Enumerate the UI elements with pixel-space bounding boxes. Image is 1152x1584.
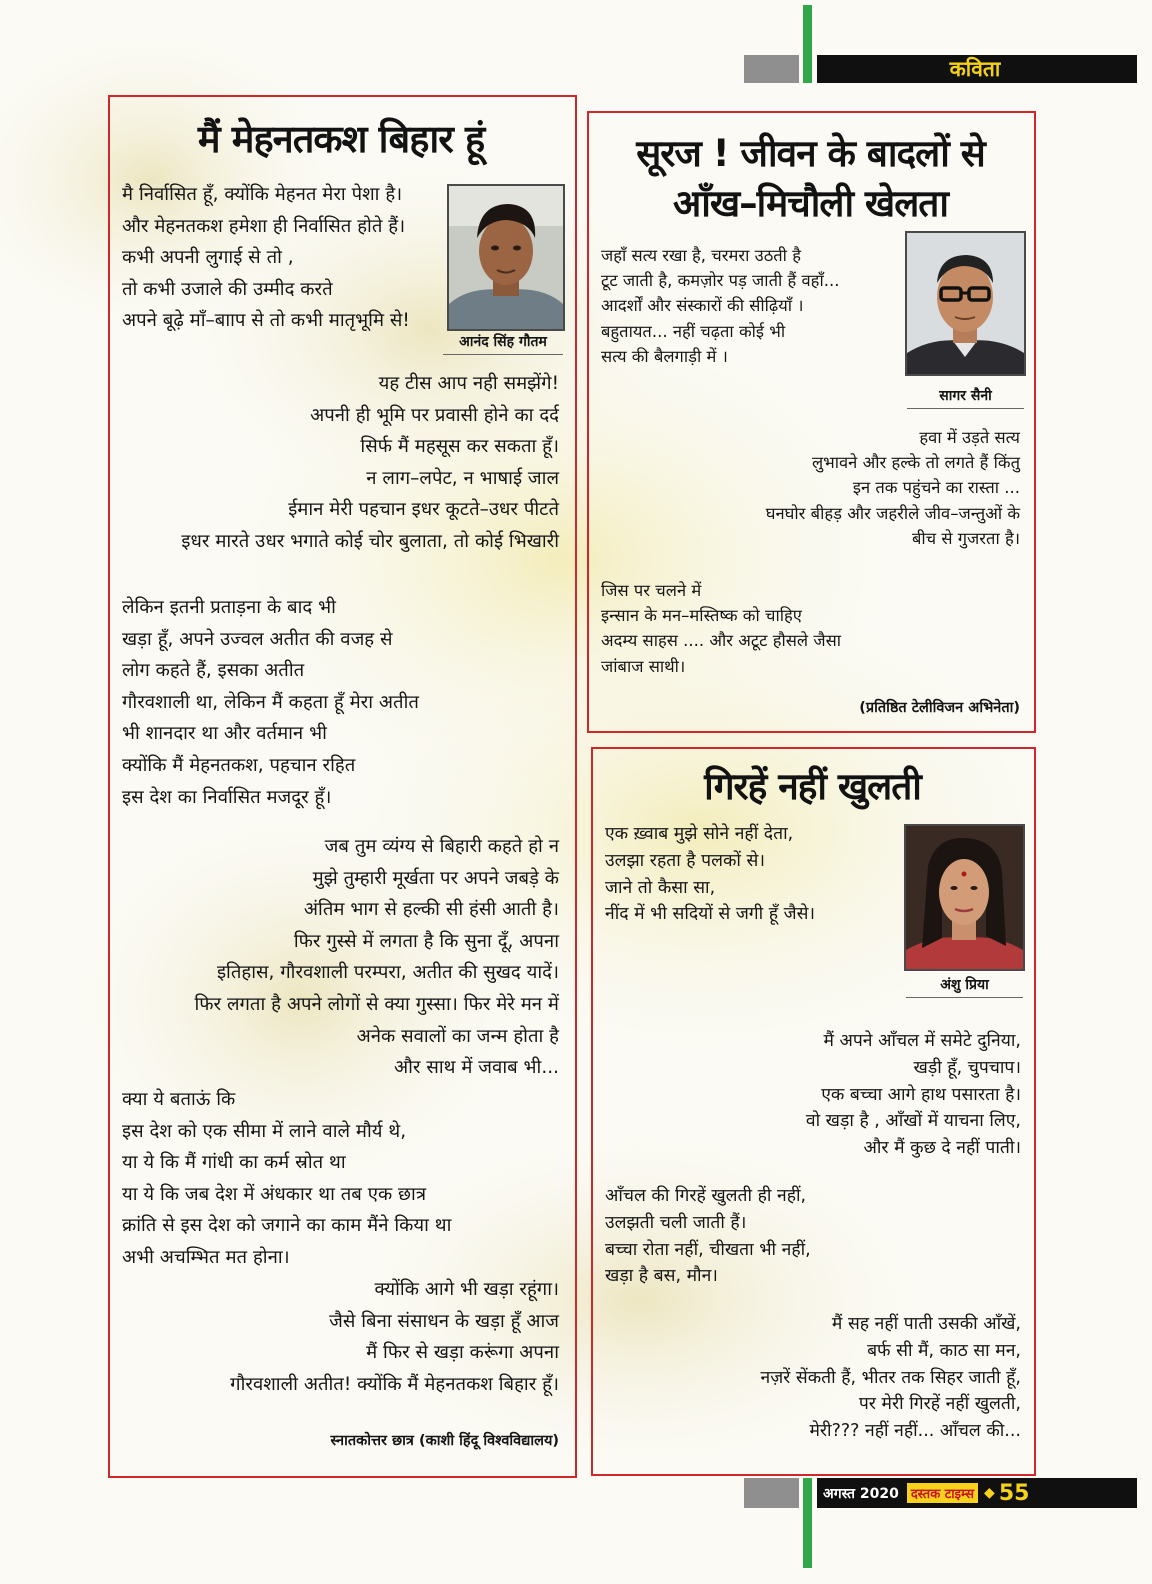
verse-line: गौरवशाली था, लेकिन मैं कहता हूँ मेरा अतीत bbox=[122, 691, 419, 713]
poem1-stanza3 bbox=[122, 592, 419, 813]
author-photo-sagar bbox=[905, 231, 1026, 376]
verse-line: नज़रें सेंकती हैं, भीतर तक सिहर जाती हूँ, bbox=[760, 1367, 1021, 1388]
verse-line: सिर्फ मैं महसूस कर सकता हूँ। bbox=[360, 436, 559, 458]
verse-line: या ये कि मैं गांधी का कर्म स्रोत था bbox=[122, 1152, 346, 1174]
verse-line: मैं अपने आँचल में समेटे दुनिया, bbox=[823, 1031, 1021, 1051]
verse-line: भी शानदार था और वर्तमान भी bbox=[122, 723, 327, 745]
verse-line: फिर लगता है अपने लोगों से क्या गुस्सा। फिर मेरे मन में bbox=[194, 993, 559, 1015]
header-gray-block bbox=[744, 55, 799, 83]
poem3-stanza1 bbox=[605, 821, 815, 928]
author-caption-anshu: अंशु प्रिया bbox=[906, 975, 1023, 998]
verse-line: मै निर्वासित हूँ, क्योंकि मेहनत मेरा पेशा है। bbox=[122, 184, 403, 205]
poem1-stanza4 bbox=[118, 831, 559, 1084]
verse-line: न लाग–लपेट, न भाषाई जाल bbox=[366, 467, 559, 489]
verse-line: नींद में भी सदियों से जगी हूँ जैसे। bbox=[605, 904, 816, 925]
verse-line: वो खड़ा है , आँखों में याचना लिए, bbox=[805, 1111, 1021, 1132]
verse-line: इस देश को एक सीमा में लाने वाले मौर्य थे, bbox=[122, 1120, 407, 1142]
verse-line: जिस पर चलने में bbox=[601, 581, 702, 600]
magazine-logo: दस्तक टाइम्स bbox=[907, 1483, 978, 1503]
verse-line: खड़ा है बस, मौन। bbox=[605, 1266, 718, 1287]
verse-line: पर मेरी गिरहें नहीं खुलती, bbox=[858, 1394, 1021, 1415]
poem3-title: गिरहें नहीं खुलती bbox=[704, 765, 921, 808]
verse-line: एक ख़्वाब मुझे सोने नहीं देता, bbox=[605, 824, 794, 844]
verse-line: इतिहास, गौरवशाली परम्परा, अतीत की सुखद यादें। bbox=[216, 962, 559, 984]
poem2-title-line2: आँख–मिचौली खेलता bbox=[673, 182, 948, 225]
poem3-stanza2 bbox=[600, 1028, 1021, 1162]
poem1-credit: स्नातकोत्तर छात्र (काशी हिंदू विश्वविद्यालय) bbox=[330, 1433, 559, 1449]
verse-line: खड़ा हूँ, अपने उज्वल अतीत की वजह से bbox=[122, 628, 393, 650]
verse-line: जब तुम व्यंग्य से बिहारी कहते हो न bbox=[324, 836, 559, 857]
verse-line: अभी अचम्भित मत होना। bbox=[122, 1246, 290, 1268]
verse-line: इधर मारते उधर भगाते कोई चोर बुलाता, तो कोई भिखारी bbox=[181, 530, 559, 552]
verse-line: इस देश का निर्वासित मजदूर हूँ। bbox=[122, 786, 332, 808]
verse-line: अनेक सवालों का जन्म होता है bbox=[356, 1025, 559, 1047]
verse-line: खड़ी हूँ, चुपचाप। bbox=[913, 1057, 1021, 1078]
verse-line: हवा में उड़ते सत्य bbox=[919, 428, 1020, 447]
header-green-bar bbox=[803, 5, 812, 83]
verse-line: अपनी ही भूमि पर प्रवासी होने का दर्द bbox=[310, 404, 559, 426]
author-caption-sagar: सागर सैनी bbox=[907, 386, 1024, 409]
verse-line: इन तक पहुंचने का रास्ता ... bbox=[852, 478, 1020, 498]
page-number: 55 bbox=[998, 1480, 1030, 1506]
verse-line: यह टीस आप नही समझेंगे! bbox=[378, 373, 559, 394]
verse-line: बहुतायत... नहीं चढ़ता कोई भी bbox=[601, 321, 786, 341]
verse-line: जाने तो कैसा सा, bbox=[605, 877, 716, 898]
footer-info bbox=[817, 1478, 1137, 1508]
verse-line: मुझे तुम्हारी मूर्खता पर अपने जबड़े के bbox=[312, 867, 559, 889]
verse-line: क्रांति से इस देश को जगाने का काम मैंने किया था bbox=[122, 1215, 452, 1237]
poem2-credit: (प्रतिष्ठित टेलीविजन अभिनेता) bbox=[859, 700, 1020, 716]
verse-line: जहाँ सत्य रखा है, चरमरा उठती है bbox=[601, 246, 801, 265]
footer-green-bar bbox=[803, 1478, 812, 1568]
poem3-stanza4 bbox=[600, 1311, 1021, 1445]
footer-date: अगस्त 2020 bbox=[823, 1485, 899, 1502]
verse-line: टूट जाती है, कमज़ोर पड़ जाती हैं वहाँ... bbox=[601, 271, 840, 291]
verse-line: या ये कि जब देश में अंधकार था तब एक छात्र bbox=[122, 1183, 427, 1205]
verse-line: ईमान मेरी पहचान इधर कूटते–उधर पीटते bbox=[288, 499, 559, 521]
verse-line: कभी अपनी लुगाई से तो , bbox=[122, 247, 294, 269]
poem1-stanza5 bbox=[122, 1084, 451, 1274]
verse-line: मैं सह नहीं पाती उसकी आँखें, bbox=[831, 1314, 1021, 1334]
poem2-stanza2 bbox=[600, 425, 1020, 551]
verse-line: क्योंकि आगे भी खड़ा रहूंगा। bbox=[374, 1279, 559, 1300]
verse-line: जांबाज साथी। bbox=[601, 656, 686, 676]
verse-line: क्या ये बताऊं कि bbox=[122, 1089, 236, 1110]
verse-line: लुभावने और हल्के तो लगते हैं किंतु bbox=[811, 453, 1020, 473]
diamond-icon: ◆ bbox=[984, 1485, 995, 1501]
poem1-stanza2 bbox=[118, 368, 559, 558]
verse-line: उलझा रहता है पलकों से। bbox=[605, 850, 765, 871]
verse-line: और मेहनतकश हमेशा ही निर्वासित होते हैं। bbox=[122, 215, 406, 237]
verse-line: मैं फिर से खड़ा करूंगा अपना bbox=[366, 1342, 559, 1364]
verse-line: मेरी??? नहीं नहीं... आँचल की... bbox=[809, 1421, 1021, 1442]
verse-line: लोग कहते हैं, इसका अतीत bbox=[122, 660, 305, 682]
verse-line: आदर्शों और संस्कारों की सीढ़ियाँ । bbox=[601, 296, 804, 316]
verse-line: और मैं कुछ दे नहीं पाती। bbox=[863, 1138, 1021, 1159]
verse-line: फिर गुस्से में लगता है कि सुना दूँ, अपना bbox=[293, 930, 559, 952]
verse-line: घनघोर बीहड़ और जहरीले जीव–जन्तुओं के bbox=[765, 503, 1020, 523]
author-caption-anand: आनंद सिंह गौतम bbox=[443, 332, 563, 355]
verse-line: आँचल की गिरहें खुलती ही नहीं, bbox=[605, 1186, 807, 1206]
verse-line: अंतिम भाग से हल्की सी हंसी आती है। bbox=[303, 899, 559, 921]
author-photo-anshu bbox=[904, 824, 1025, 971]
verse-line: क्योंकि मैं मेहनतकश, पहचान रहित bbox=[122, 754, 356, 776]
verse-line: अपने बूढ़े माँ–बााप से तो कभी मातृभूमि से! bbox=[122, 310, 410, 332]
verse-line: जैसे बिना संसाधन के खड़ा हूँ आज bbox=[329, 1310, 559, 1332]
poem1-stanza1 bbox=[122, 179, 410, 337]
verse-line: लेकिन इतनी प्रताड़ना के बाद भी bbox=[122, 597, 336, 618]
verse-line: उलझती चली जाती हैं। bbox=[605, 1212, 747, 1233]
verse-line: एक बच्चा आगे हाथ पसारता है। bbox=[821, 1084, 1021, 1105]
poem2-stanza3 bbox=[601, 578, 841, 679]
author-photo-anand bbox=[447, 184, 565, 331]
verse-line: तो कभी उजाले की उम्मीद करते bbox=[122, 278, 333, 300]
verse-line: बर्फ सी मैं, काठ सा मन, bbox=[867, 1340, 1021, 1361]
verse-line: बच्चा रोता नहीं, चीखता भी नहीं, bbox=[605, 1239, 811, 1260]
verse-line: बीच से गुजरता है। bbox=[911, 528, 1020, 548]
verse-line: सत्य की बैलगाड़ी में । bbox=[601, 346, 728, 366]
verse-line: और साथ में जवाब भी... bbox=[393, 1057, 559, 1079]
footer-gray-block bbox=[744, 1478, 799, 1508]
poem2-stanza1 bbox=[601, 243, 839, 369]
poem2-title-line1: सूरज ! जीवन के बादलों से bbox=[636, 132, 985, 175]
section-label: कविता bbox=[949, 57, 1001, 81]
poem1-title: मैं मेहनतकश बिहार हूं bbox=[197, 117, 485, 161]
verse-line: इन्सान के मन–मस्तिष्क को चाहिए bbox=[601, 606, 802, 626]
verse-line: गौरवशाली अतीत! क्योंकि मैं मेहनतकश बिहार हूँ। bbox=[230, 1373, 559, 1395]
poem1-stanza6 bbox=[118, 1274, 559, 1400]
poem3-stanza3 bbox=[605, 1183, 811, 1290]
verse-line: अदम्य साहस .... और अटूट हौसले जैसा bbox=[601, 631, 842, 651]
